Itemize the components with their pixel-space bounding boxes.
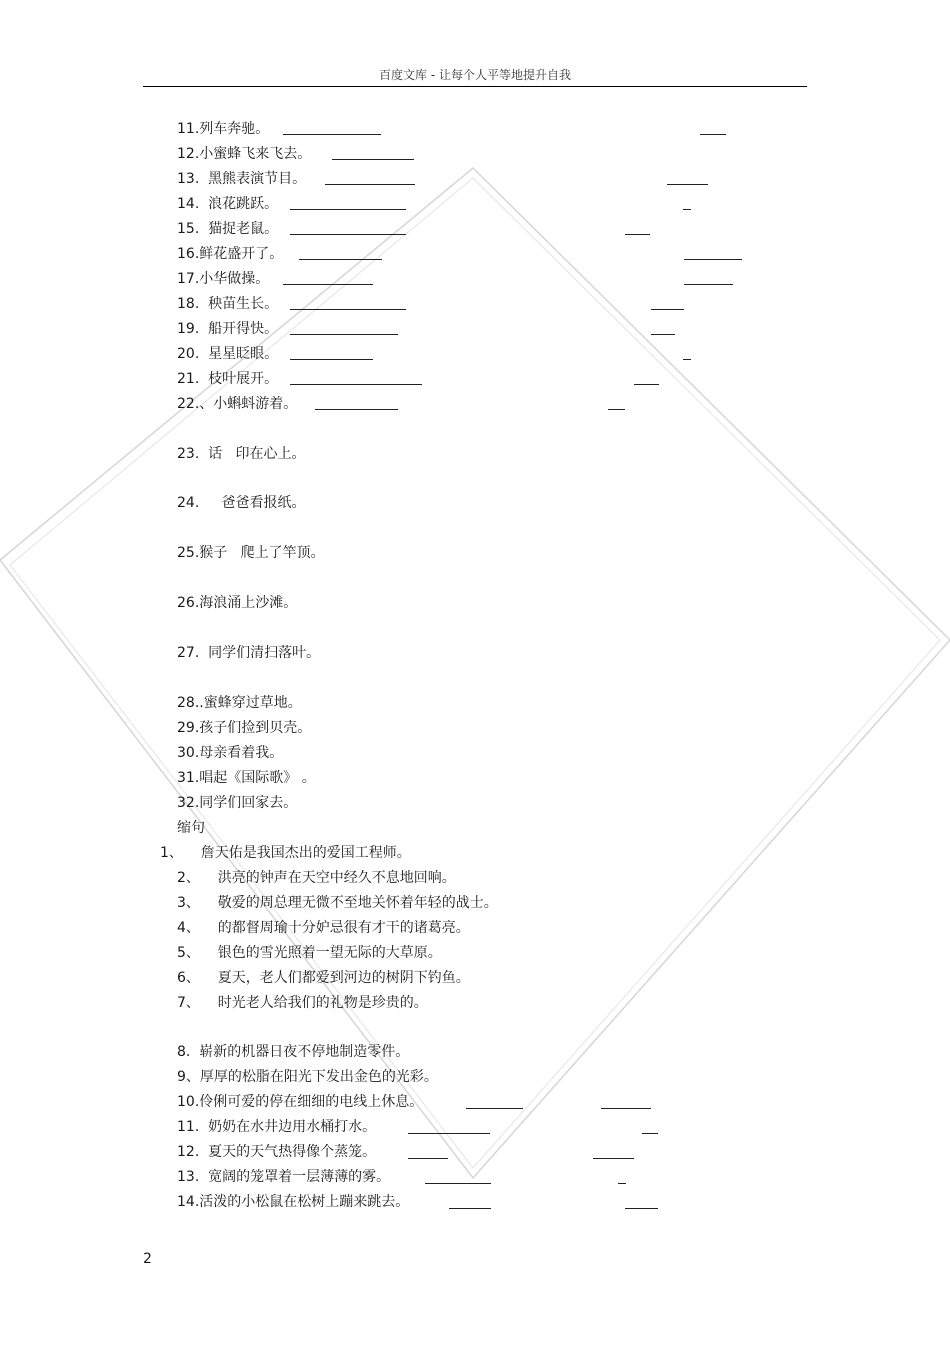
answer-blank	[290, 359, 373, 360]
sentence-line: 2、 洪亮的钟声在天空中经久不息地回响。	[177, 870, 456, 886]
exercise-line: 25.猴子 爬上了竿顶。	[177, 545, 325, 561]
sentence-line: 4、 的都督周瑜十分妒忌很有才干的诸葛亮。	[177, 920, 470, 936]
exercise-line: 27. 同学们清扫落叶。	[177, 645, 321, 661]
exercise-line: 17.小华做操。	[177, 271, 270, 287]
exercise-line: 28..蜜蜂穿过草地。	[177, 695, 302, 711]
answer-blank	[466, 1108, 523, 1109]
answer-blank	[290, 384, 422, 385]
answer-blank	[684, 259, 742, 260]
header-rule	[143, 86, 807, 87]
answer-blank	[625, 234, 650, 235]
answer-blank	[408, 1133, 490, 1134]
exercise-line: 11.列车奔驰。	[177, 121, 270, 137]
sentence-line: 13. 宽阔的笼罩着一层薄薄的雾。	[177, 1169, 391, 1185]
answer-blank	[425, 1183, 491, 1184]
answer-blank	[315, 409, 398, 410]
answer-blank	[283, 284, 373, 285]
answer-blank	[683, 209, 691, 210]
answer-blank	[290, 334, 398, 335]
exercise-line: 14. 浪花跳跃。	[177, 196, 279, 212]
answer-blank	[625, 1208, 658, 1209]
exercise-line: 22.、小蝌蚪游着。	[177, 396, 298, 412]
exercise-line: 23. 话 印在心上。	[177, 446, 306, 462]
answer-blank	[325, 184, 415, 185]
answer-blank	[593, 1158, 634, 1159]
sentence-line: 14.活泼的小松鼠在松树上蹦来跳去。	[177, 1194, 410, 1210]
exercise-line: 18. 秧苗生长。	[177, 296, 279, 312]
exercise-line: 19. 船开得快。	[177, 321, 279, 337]
answer-blank	[651, 334, 675, 335]
exercise-line: 12.小蜜蜂飞来飞去。	[177, 146, 312, 162]
sentence-line: 7、 时光老人给我们的礼物是珍贵的。	[177, 995, 428, 1011]
exercise-line: 32.同学们回家去。	[177, 795, 298, 811]
exercise-line: 15. 猫捉老鼠。	[177, 221, 279, 237]
exercise-line: 30.母亲看着我。	[177, 745, 284, 761]
answer-blank	[408, 1158, 448, 1159]
answer-blank	[651, 309, 684, 310]
sentence-line: 10.伶俐可爱的停在细细的电线上休息。	[177, 1094, 424, 1110]
exercise-line: 13. 黑熊表演节目。	[177, 171, 307, 187]
answer-blank	[634, 384, 659, 385]
answer-blank	[683, 359, 691, 360]
answer-blank	[449, 1208, 491, 1209]
sentence-line: 8. 崭新的机器日夜不停地制造零件。	[177, 1044, 410, 1060]
sentence-line: 1、 詹天佑是我国杰出的爱国工程师。	[160, 845, 411, 861]
answer-blank	[642, 1133, 658, 1134]
section-title: 缩句	[177, 820, 205, 836]
exercise-line: 31.唱起《国际歌》 。	[177, 770, 316, 786]
answer-blank	[684, 284, 733, 285]
exercise-line: 26.海浪涌上沙滩。	[177, 595, 298, 611]
answer-blank	[290, 309, 406, 310]
sentence-line: 3、 敬爱的周总理无微不至地关怀着年轻的战士。	[177, 895, 498, 911]
answer-blank	[700, 134, 726, 135]
exercise-line: 29.孩子们捡到贝壳。	[177, 720, 312, 736]
answer-blank	[290, 209, 406, 210]
exercise-line: 21. 枝叶展开。	[177, 371, 279, 387]
answer-blank	[283, 134, 381, 135]
exercise-line: 20. 星星眨眼。	[177, 346, 279, 362]
exercise-line: 24. 爸爸看报纸。	[177, 495, 306, 511]
answer-blank	[618, 1183, 626, 1184]
sentence-line: 5、 银色的雪光照着一望无际的大草原。	[177, 945, 442, 961]
sentence-line: 11. 奶奶在水井边用水桶打水。	[177, 1119, 377, 1135]
sentence-line: 6、 夏天，老人们都爱到河边的树阴下钓鱼。	[177, 970, 470, 986]
answer-blank	[608, 409, 625, 410]
answer-blank	[667, 184, 708, 185]
answer-blank	[332, 159, 414, 160]
sentence-line: 12. 夏天的天气热得像个蒸笼。	[177, 1144, 377, 1160]
answer-blank	[299, 259, 382, 260]
answer-blank	[290, 234, 406, 235]
page-header: 百度文库 - 让每个人平等地提升自我	[379, 68, 571, 82]
answer-blank	[601, 1108, 651, 1109]
exercise-line: 16.鲜花盛开了。	[177, 246, 284, 262]
sentence-line: 9、厚厚的松脂在阳光下发出金色的光彩。	[177, 1069, 438, 1085]
page-number: 2	[143, 1251, 152, 1267]
